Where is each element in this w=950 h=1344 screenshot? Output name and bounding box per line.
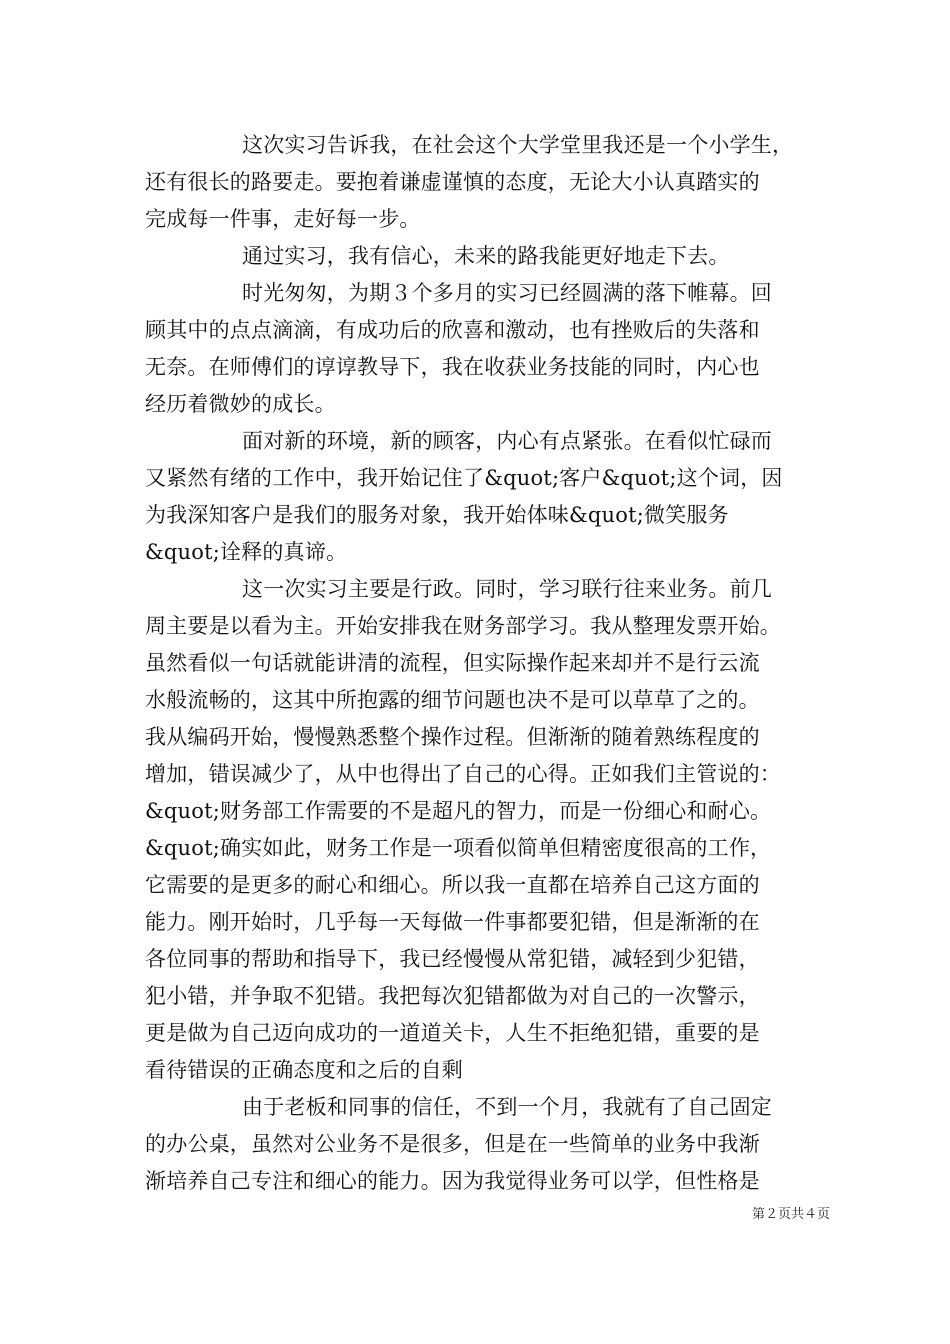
page-number-footer: 第２页共４页 [751, 1207, 830, 1222]
text-line: 增加，错误减少了，从中也得出了自己的心得。正如我们主管说的： [145, 762, 781, 786]
text-line: 完成每一件事，走好每一步。 [145, 207, 421, 231]
text-line: 由于老板和同事的信任，不到一个月，我就有了自己固定 [242, 1095, 772, 1119]
text-line: 时光匆匆，为期３个多月的实习已经圆满的落下帷幕。回 [242, 281, 772, 305]
text-line: 通过实习，我有信心，未来的路我能更好地走下去。 [242, 244, 730, 268]
text-line: 面对新的环境，新的顾客，内心有点紧张。在看似忙碌而 [242, 429, 772, 453]
text-line: 还有很长的路要走。要抱着谦虚谨慎的态度，无论大小认真踏实的 [145, 170, 760, 194]
text-line: 能力。刚开始时，几乎每一天每做一件事都要犯错，但是渐渐的在 [145, 910, 760, 934]
text-line: 周主要是以看为主。开始安排我在财务部学习。我从整理发票开始。 [145, 614, 781, 638]
document-body [145, 127, 835, 1200]
text-line: 水般流畅的，这其中所抱露的细节问题也决不是可以草草了之的。 [145, 688, 760, 712]
text-line: &quot;诠释的真谛。 [145, 540, 348, 564]
text-line: 这次实习告诉我，在社会这个大学堂里我还是一个小学生， [242, 133, 794, 157]
text-line: 为我深知客户是我们的服务对象，我开始体味&quot;微笑服务 [145, 503, 729, 527]
text-line: 又紧然有绪的工作中，我开始记住了&quot;客户&quot;这个词，因 [145, 466, 783, 490]
text-line: &quot;财务部工作需要的不是超凡的智力，而是一份细心和耐心。 [145, 799, 772, 823]
text-line: 无奈。在师傅们的谆谆教导下，我在收获业务技能的同时，内心也 [145, 355, 760, 379]
text-line: 各位同事的帮助和指导下，我已经慢慢从常犯错，减轻到少犯错， [145, 947, 760, 971]
text-line: 虽然看似一句话就能讲清的流程，但实际操作起来却并不是行云流 [145, 651, 760, 675]
text-line: 我从编码开始，慢慢熟悉整个操作过程。但渐渐的随着熟练程度的 [145, 725, 760, 749]
text-line: 的办公桌，虽然对公业务不是很多，但是在一些简单的业务中我渐 [145, 1132, 760, 1156]
text-line: 顾其中的点点滴滴，有成功后的欣喜和激动，也有挫败后的失落和 [145, 318, 760, 342]
text-line: 渐培养自己专注和细心的能力。因为我觉得业务可以学，但性格是 [145, 1169, 760, 1193]
text-line: 它需要的是更多的耐心和细心。所以我一直都在培养自己这方面的 [145, 873, 760, 897]
text-line: 看待错误的正确态度和之后的自剩 [145, 1058, 463, 1082]
text-line: 犯小错，并争取不犯错。我把每次犯错都做为对自己的一次警示， [145, 984, 760, 1008]
text-line: &quot;确实如此，财务工作是一项看似简单但精密度很高的工作， [145, 836, 772, 860]
text-line: 经历着微妙的成长。 [145, 392, 336, 416]
text-line: 更是做为自己迈向成功的一道道关卡，人生不拒绝犯错，重要的是 [145, 1021, 760, 1045]
text-line: 这一次实习主要是行政。同时，学习联行往来业务。前几 [242, 577, 772, 601]
